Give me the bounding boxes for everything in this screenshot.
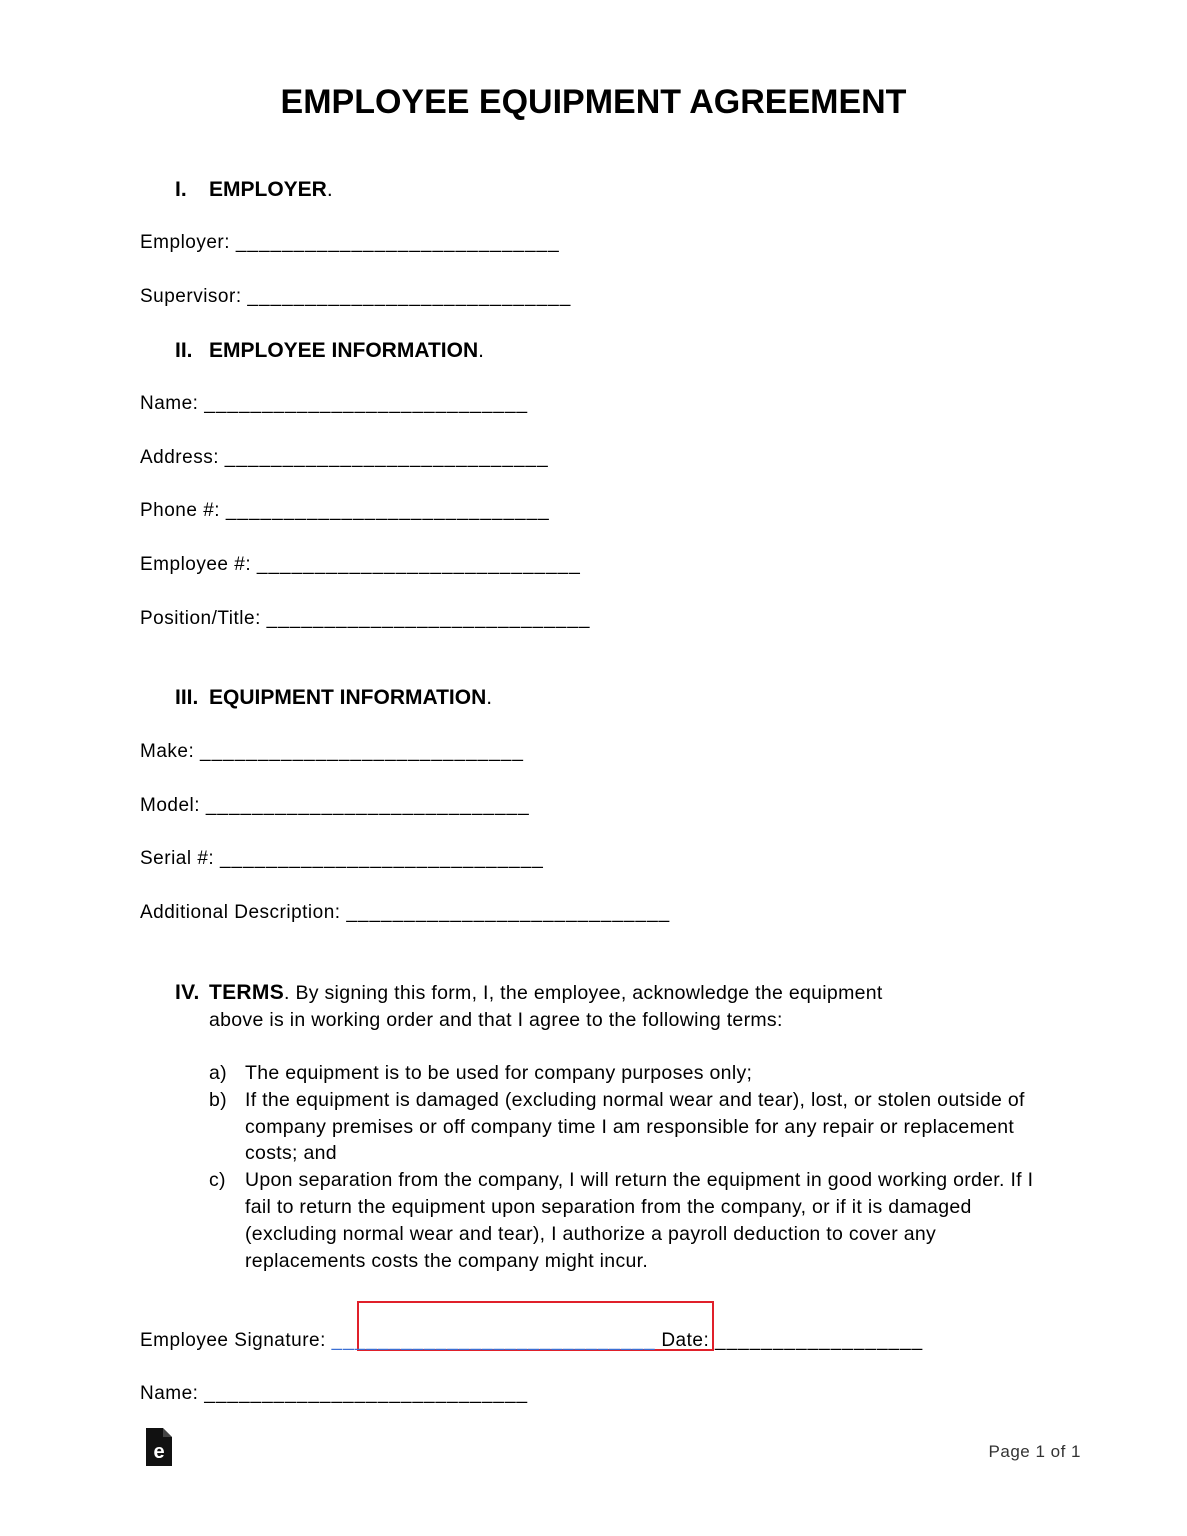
field-label: Position/Title:: [140, 608, 261, 629]
supervisor-field[interactable]: [140, 285, 571, 309]
list-marker: c): [209, 1169, 226, 1192]
list-text: The equipment is to be used for company purposes only;: [245, 1062, 753, 1084]
field-label: Address:: [140, 447, 219, 468]
field-blank[interactable]: ____________________________: [247, 286, 572, 307]
employee-name-field[interactable]: [140, 392, 528, 416]
field-blank[interactable]: ____________________________: [200, 741, 524, 762]
signature-blank[interactable]: ____________________________: [331, 1330, 656, 1351]
field-label: Make:: [140, 741, 195, 762]
list-marker: b): [209, 1088, 227, 1111]
field-blank[interactable]: ____________________________: [204, 393, 529, 414]
terms-list: [209, 1060, 1049, 1274]
page-number: Page 1 of 1: [988, 1442, 1081, 1461]
field-blank[interactable]: ____________________________: [346, 902, 671, 923]
field-label: Employer:: [140, 232, 231, 253]
list-text: If the equipment is damaged (excluding normal wear and tear), lost, or stolen outside of company premises or off company time I am responsible for any repair or replacement costs; and: [245, 1088, 1025, 1165]
section-heading: EQUIPMENT INFORMATION: [209, 686, 487, 709]
equipment-model-field[interactable]: [140, 794, 530, 818]
svg-text:e: e: [153, 1441, 165, 1463]
section-number: IV.: [175, 981, 200, 1004]
list-item: [209, 1060, 1049, 1087]
field-label: Additional Description:: [140, 902, 341, 923]
list-item: [209, 1087, 1049, 1167]
document-title: EMPLOYEE EQUIPMENT AGREEMENT: [280, 83, 907, 121]
list-item: [209, 1167, 1049, 1274]
field-label: Employee #:: [140, 554, 252, 575]
section-equipment-heading: III. EQUIPMENT INFORMATION.: [175, 686, 493, 709]
field-label: Phone #:: [140, 500, 221, 521]
employee-phone-field[interactable]: [140, 499, 550, 523]
section-number: III.: [175, 686, 199, 709]
field-blank[interactable]: ____________________________: [235, 232, 560, 253]
list-text: Upon separation from the company, I will return the equipment in good working order. If I fail to return the equipment upon separation from the company, or if it is damaged (excluding normal wear and tear), I authorize a payroll deduction to cover any replacements costs the company might incur.: [245, 1169, 1034, 1272]
field-blank[interactable]: ____________________________: [204, 1383, 529, 1404]
section-heading: EMPLOYEE INFORMATION: [209, 339, 479, 362]
employee-address-field[interactable]: [140, 446, 549, 470]
field-blank[interactable]: ____________________________: [256, 554, 581, 575]
signature-label: Employee Signature:: [140, 1330, 326, 1351]
field-blank[interactable]: ____________________________: [205, 795, 530, 816]
section-number: II.: [175, 339, 193, 362]
equipment-description-field[interactable]: [140, 901, 670, 925]
section-employee-heading: II. EMPLOYEE INFORMATION.: [175, 339, 484, 362]
section-heading: TERMS: [209, 981, 284, 1004]
terms-intro-line-2: above is in working order and that I agree to the following terms:: [209, 1009, 783, 1031]
list-marker: a): [209, 1062, 227, 1084]
section-number: I.: [175, 178, 187, 201]
terms-intro: IV. TERMS. By signing this form, I, the employee, acknowledge the equipment above is in working order and that I agree to the following terms:: [175, 979, 1035, 1034]
equipment-make-field[interactable]: [140, 740, 524, 764]
signature-name-field[interactable]: [140, 1382, 528, 1406]
terms-intro-line-1: By signing this form, I, the employee, acknowledge the equipment: [295, 982, 883, 1004]
section-employer-heading: I. EMPLOYER.: [175, 178, 333, 201]
eforms-logo-icon: [146, 1428, 172, 1466]
date-label: Date:: [661, 1330, 710, 1351]
field-blank[interactable]: ____________________________: [219, 848, 544, 869]
date-blank[interactable]: __________________: [715, 1330, 924, 1351]
employer-field[interactable]: [140, 231, 560, 255]
field-label: Name:: [140, 1383, 199, 1404]
equipment-serial-field[interactable]: [140, 847, 544, 871]
employee-number-field[interactable]: [140, 553, 581, 577]
employee-position-field[interactable]: [140, 607, 591, 631]
field-label: Supervisor:: [140, 286, 242, 307]
field-blank[interactable]: ____________________________: [225, 500, 550, 521]
section-heading: EMPLOYER: [209, 178, 327, 201]
field-label: Serial #:: [140, 848, 215, 869]
field-label: Model:: [140, 795, 201, 816]
signature-row: [140, 1329, 923, 1353]
field-blank[interactable]: ____________________________: [224, 447, 549, 468]
field-label: Name:: [140, 393, 199, 414]
field-blank[interactable]: ____________________________: [266, 608, 591, 629]
